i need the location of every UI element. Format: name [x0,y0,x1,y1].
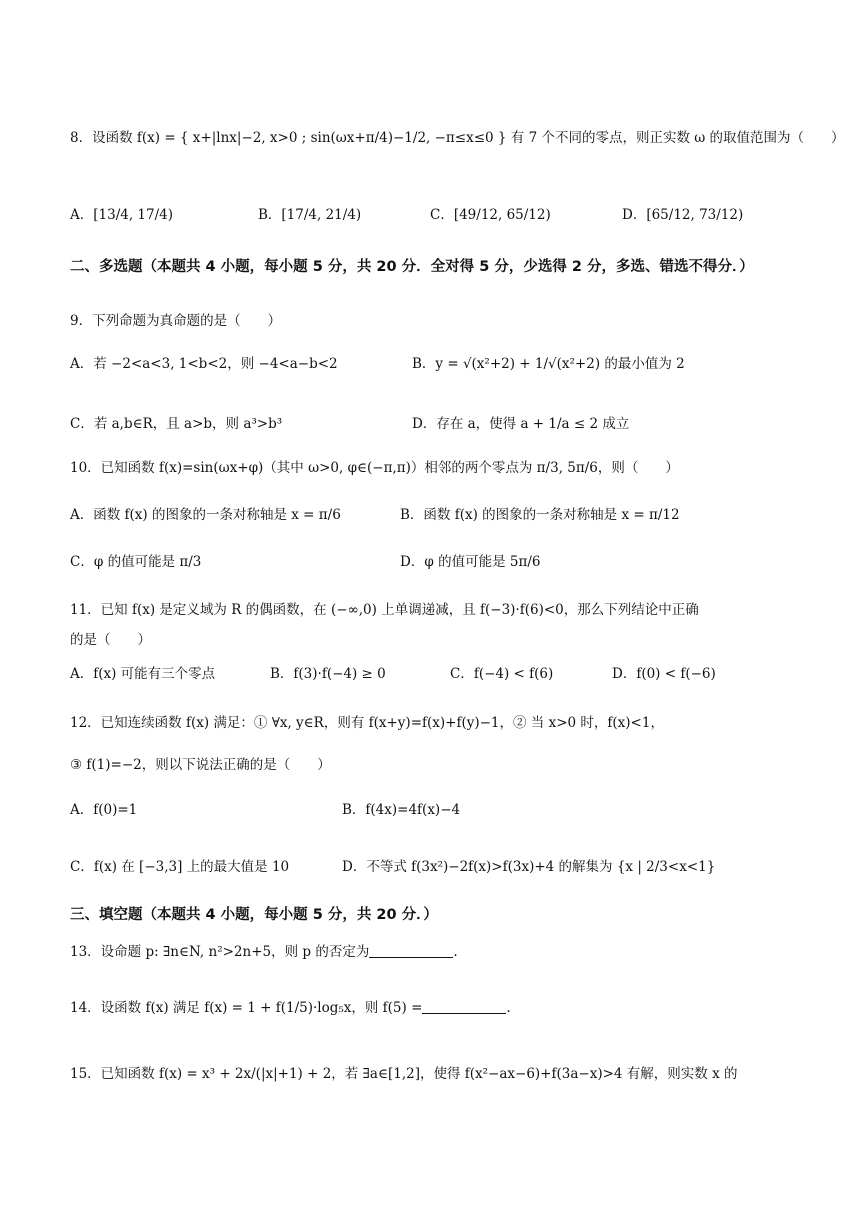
question-9-option-a: A．若 −2<a<3, 1<b<2，则 −4<a−b<2 [70,356,338,372]
question-11-option-c: C．f(−4) < f(6) [450,666,554,682]
question-8-option-b: B．[17/4, 21/4) [258,207,362,223]
question-10-option-d: D．φ 的值可能是 5π/6 [400,554,541,570]
question-10-option-c: C．φ 的值可能是 π/3 [70,554,202,570]
question-11-stem-line-1: 11．已知 f(x) 是定义域为 R 的偶函数，在 (−∞,0) 上单调递减，且 f(−3)·f(6)<0，那么下列结论中正确 [70,602,699,618]
question-11-option-a: A．f(x) 可能有三个零点 [70,666,216,682]
question-10-option-b: B．函数 f(x) 的图象的一条对称轴是 x = π/12 [400,507,680,523]
question-9-option-b: B．y = √(x²+2) + 1/√(x²+2) 的最小值为 2 [412,356,685,372]
question-13 [70,942,458,962]
question-15-stem: 15．已知函数 f(x) = x³ + 2x/(|x|+1) + 2，若 ∃a∈[1,2]，使得 f(x²−ax−6)+f(3a−x)>4 有解，则实数 x 的 [70,1066,738,1082]
question-12-option-b: B．f(4x)=4f(x)−4 [342,802,461,818]
question-8-option-c: C．[49/12, 65/12) [430,207,551,223]
question-12-stem-line-1: 12．已知连续函数 f(x) 满足：① ∀x, y∈R，则有 f(x+y)=f(x)+f(y)−1，② 当 x>0 时，f(x)<1， [70,715,664,731]
question-13-period: . [453,944,458,960]
question-10-option-a: A．函数 f(x) 的图象的一条对称轴是 x = π/6 [70,507,341,523]
answer-blank [422,999,506,1014]
section-3-heading: 三、填空题（本题共 4 小题，每小题 5 分，共 20 分．） [70,907,438,923]
question-12-stem-line-2: ③ f(1)=−2，则以下说法正确的是（ ） [70,757,331,773]
question-11-option-d: D．f(0) < f(−6) [612,666,716,682]
question-10-stem: 10．已知函数 f(x)=sin(ωx+φ)（其中 ω>0, φ∈(−π,π)）相邻的两个零点为 π/3, 5π/6，则（ ） [70,460,679,476]
section-2-heading: 二、多选题（本题共 4 小题，每小题 5 分，共 20 分．全对得 5 分，少选得 2 分，多选、错选不得分．） [70,259,754,275]
question-14-stem: 14．设函数 f(x) 满足 f(x) = 1 + f(1/5)·log₅x，则 f(5) = [70,1000,423,1016]
question-9-option-d: D．存在 a，使得 a + 1/a ≤ 2 成立 [412,416,630,432]
question-8-stem: 8．设函数 f(x) = { x+|lnx|−2, x>0 ; sin(ωx+π/4)−1/2, −π≤x≤0 } 有 7 个不同的零点，则正实数 ω 的取值范围为（ ） [70,130,845,146]
answer-blank [369,943,453,958]
question-14 [70,998,511,1018]
question-14-period: . [506,1000,511,1016]
question-12-option-d: D．不等式 f(3x²)−2f(x)>f(3x)+4 的解集为 {x | 2/3<x<1} [342,859,716,875]
question-11-stem-line-2: 的是（ ） [70,632,151,648]
question-11-option-b: B．f(3)·f(−4) ≥ 0 [270,666,386,682]
question-13-stem: 13．设命题 p: ∃n∈N, n²>2n+5，则 p 的否定为 [70,944,370,960]
question-9-option-c: C．若 a,b∈R，且 a>b，则 a³>b³ [70,416,283,432]
question-9-stem: 9．下列命题为真命题的是（ ） [70,313,282,329]
question-12-option-a: A．f(0)=1 [70,802,138,818]
question-8-option-a: A．[13/4, 17/4) [70,207,173,223]
question-8-option-d: D．[65/12, 73/12) [622,207,744,223]
question-12-option-c: C．f(x) 在 [−3,3] 上的最大值是 10 [70,859,290,875]
